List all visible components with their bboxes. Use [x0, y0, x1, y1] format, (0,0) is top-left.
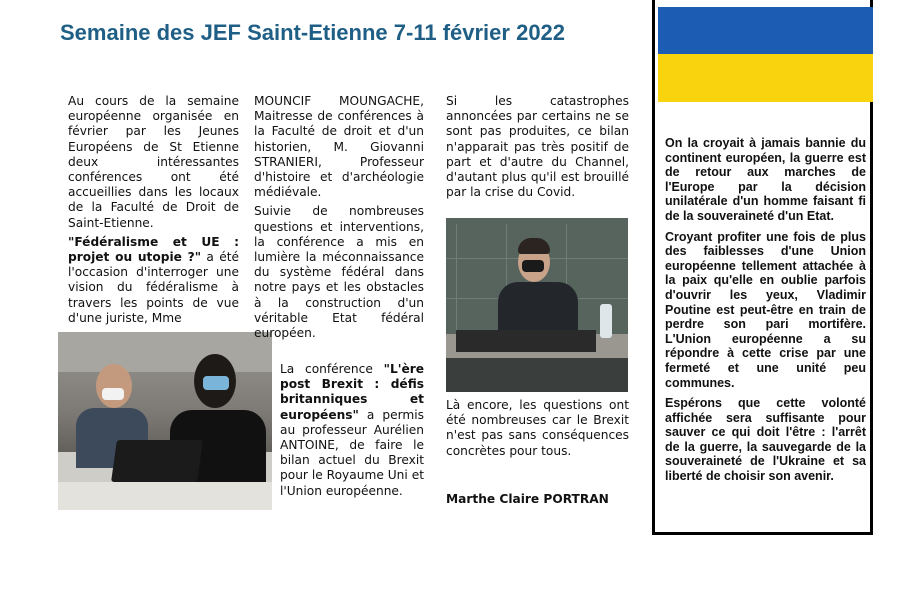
sidebar-paragraph-1: On la croyait à jamais bannie du continent européen, la guerre est de retour aux marches de l'Europe par la décision unilatérale d'un homme faisant fi de la souveraineté d'un Etat. [665, 136, 866, 223]
brexit-paragraph: Si les catastrophes annoncées par certains ne se sont pas produites, ce bilan n'apparait pas très positif de part et d'autre du Channel, d'autant plus qu'il est brouillé par la crise du Covid. [446, 94, 629, 200]
conference-1-paragraph [68, 235, 239, 326]
discussion-paragraph: Suivie de nombreuses questions et interventions, la conférence a mis en lumière la méconnaissance du système fédéral dans notre pays et les obstacles à la construction d'un véritable Etat fédéral européen. [254, 204, 424, 341]
questions-paragraph: Là encore, les questions ont été nombreuses car le Brexit n'est pas sans conséquences concrètes pour tous. [446, 398, 629, 458]
column-2-continued [280, 362, 424, 499]
ukraine-flag-blue-band [658, 7, 873, 54]
conference-2-title: "L'ère post Brexit : défis britanniques et européens" [280, 362, 424, 422]
column-3-continued [446, 398, 629, 459]
intro-paragraph: Au cours de la semaine européenne organisée en février par les Jeunes Européens de St Etienne deux intéressantes conférences ont été accueillies dans les locaux de la Faculté de Droit de Saint-Etienne. [68, 94, 239, 230]
conference-2-lead: La conférence [280, 362, 384, 376]
column-3 [446, 94, 629, 200]
sidebar-paragraph-3: Espérons que cette volonté affichée sera suffisante pour sauver ce qui doit l'être : l'arrêt de la guerre, la sauvegarde de la souveraineté de l'Ukraine et sa liberté de choisir son avenir. [665, 396, 866, 484]
conference-panel-photo [58, 332, 272, 510]
article-title: Semaine des JEF Saint-Etienne 7-11 février 2022 [60, 20, 566, 45]
conference-2-paragraph [280, 362, 424, 499]
author-signature: Marthe Claire PORTRAN [446, 492, 609, 506]
ukraine-flag-yellow-band [658, 54, 873, 102]
sidebar-paragraph-2: Croyant profiter une fois de plus des faiblesses d'une Union européenne tellement attachée à la paix qu'elle en oublie parfois d'ouvrir les yeux, Vladimir Poutine est peut-être en train de perdre son pari mortifère. L'Union européenne a su répondre à cette crise par une fermeté et une unité peu communes. [665, 229, 866, 390]
column-2 [254, 94, 424, 341]
lecturer-photo [446, 218, 628, 392]
conference-2-text: a permis au professeur Aurélien ANTOINE, de faire le bilan actuel du Brexit pour le Royaume Uni et l'Union européenne. [280, 407, 424, 498]
sidebar-text [665, 136, 866, 490]
conference-1-text: a été l'occasion d'interroger une vision du fédéralisme à travers les points de vue d'une juriste, Mme [68, 250, 239, 325]
ukraine-sidebar [652, 0, 873, 535]
column-1 [68, 94, 239, 326]
conference-1-title: "Fédéralisme et UE : projet ou utopie ?" [68, 234, 239, 265]
speakers-paragraph: MOUNCIF MOUNGACHE, Maitresse de conférences à la Faculté de droit et d'un historien, M. Giovanni STRANIERI, Professeur d'histoire et d'archéologie médiévale. [254, 94, 424, 200]
